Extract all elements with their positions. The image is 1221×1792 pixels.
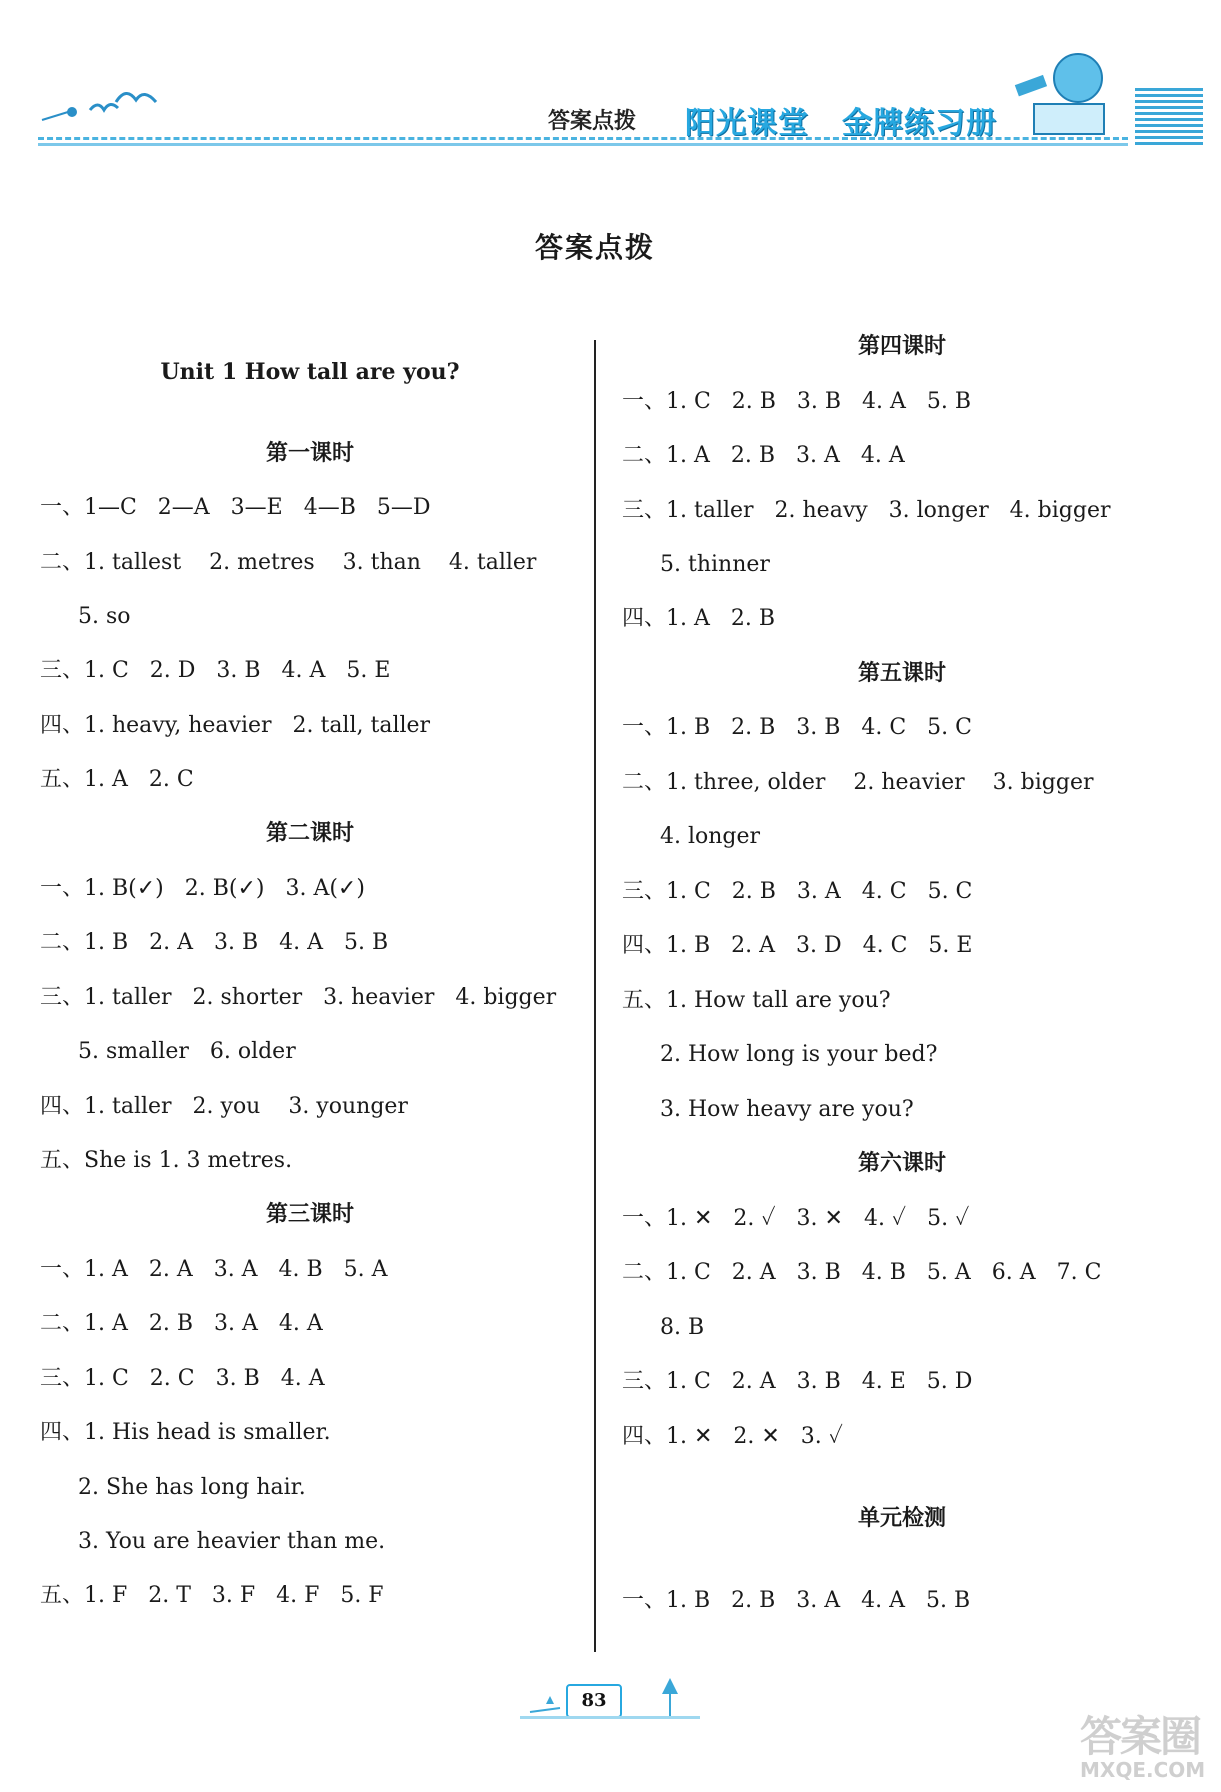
unit-title: Unit 1 How tall are you? — [160, 359, 460, 385]
answer-line: 三、1. C 2. A 3. B 4. E 5. D — [622, 1369, 973, 1394]
footer-bar — [520, 1716, 700, 1719]
answer-line: 二、1. A 2. B 3. A 4. A — [40, 1311, 323, 1336]
brand-title: 阳光课堂 — [685, 106, 809, 141]
answer-line: 四、1. A 2. B — [622, 606, 776, 631]
answer-line: 一、1. B 2. B 3. B 4. C 5. C — [622, 715, 973, 740]
answer-line: 四、1. taller 2. you 3. younger — [40, 1094, 408, 1119]
section-lesson-1: 第一课时 — [265, 441, 354, 466]
answer-line: 二、1. A 2. B 3. A 4. A — [622, 443, 905, 468]
section-lesson-6: 第六课时 — [857, 1151, 946, 1176]
section-lesson-2: 第二课时 — [265, 821, 354, 846]
answer-line: 三、1. taller 2. heavy 3. longer 4. bigger — [622, 498, 1111, 523]
answer-line: 二、1. C 2. A 3. B 4. B 5. A 6. A 7. C — [622, 1260, 1102, 1285]
brand-subtitle: 金牌练习册 — [842, 106, 997, 141]
answer-line: 一、1. ✕ 2. ✓ 3. ✕ 4. ✓ 5. ✓ — [622, 1206, 970, 1231]
answer-line: 一、1—C 2—A 3—E 4—B 5—D — [40, 495, 431, 520]
answer-line: 2. She has long hair. — [78, 1475, 306, 1500]
answer-line: 五、1. F 2. T 3. F 4. F 5. F — [40, 1583, 384, 1608]
answer-line: 4. longer — [660, 824, 761, 849]
answer-line: 一、1. B 2. B 3. A 4. A 5. B — [622, 1588, 971, 1613]
answer-line: 四、1. ✕ 2. ✕ 3. ✓ — [622, 1424, 843, 1449]
answer-line: 二、1. B 2. A 3. B 4. A 5. B — [40, 930, 389, 955]
section-lesson-3: 第三课时 — [265, 1202, 354, 1227]
answer-line: 三、1. C 2. B 3. A 4. C 5. C — [622, 879, 973, 904]
watermark-logo: 答案圈 — [1080, 1712, 1201, 1761]
answer-line: 3. How heavy are you? — [660, 1097, 914, 1122]
answer-line: 二、1. tallest 2. metres 3. than 4. taller — [40, 550, 537, 575]
column-divider — [594, 340, 596, 1652]
answer-line: 5. so — [78, 604, 131, 629]
answer-line: 一、1. A 2. A 3. A 4. B 5. A — [40, 1257, 388, 1282]
header-stripes — [1135, 88, 1203, 150]
section-lesson-4: 第四课时 — [857, 334, 946, 359]
seagulls-icon — [38, 80, 158, 140]
section-lesson-5: 第五课时 — [857, 661, 946, 686]
page-header — [0, 0, 1221, 170]
answer-line: 一、1. C 2. B 3. B 4. A 5. B — [622, 389, 972, 414]
answer-line: 三、1. C 2. D 3. B 4. A 5. E — [40, 658, 391, 683]
answer-line: 三、1. taller 2. shorter 3. heavier 4. bigger — [40, 985, 557, 1010]
answer-line: 三、1. C 2. C 3. B 4. A — [40, 1366, 325, 1391]
answer-line: 四、1. His head is smaller. — [40, 1420, 331, 1445]
header-label: 答案点拨 — [548, 109, 637, 134]
answer-line: 二、1. three, older 2. heavier 3. bigger — [622, 770, 1094, 795]
answer-line: 五、She is 1. 3 metres. — [40, 1148, 293, 1173]
answer-line: 四、1. heavy, heavier 2. tall, taller — [40, 713, 431, 738]
answer-line: 四、1. B 2. A 3. D 4. C 5. E — [622, 933, 973, 958]
watermark-url: MXQE.COM — [1080, 1758, 1206, 1782]
answer-line: 2. How long is your bed? — [660, 1042, 938, 1067]
answer-line: 一、1. B(✓) 2. B(✓) 3. A(✓) — [40, 876, 365, 901]
watermark — [1080, 1712, 1210, 1785]
answer-line: 5. smaller 6. older — [78, 1039, 296, 1064]
globe-telescope-icon — [1010, 40, 1120, 140]
answer-line: 五、1. A 2. C — [40, 767, 194, 792]
answer-line: 5. thinner — [660, 552, 770, 577]
section-unit-test: 单元检测 — [857, 1506, 946, 1531]
answer-line: 8. B — [660, 1315, 705, 1340]
header-solid-line — [38, 143, 1128, 146]
answer-line: 3. You are heavier than me. — [78, 1529, 386, 1554]
page-number: 83 — [566, 1684, 622, 1718]
answer-line: 五、1. How tall are you? — [622, 988, 891, 1013]
page-title: 答案点拨 — [534, 231, 655, 264]
